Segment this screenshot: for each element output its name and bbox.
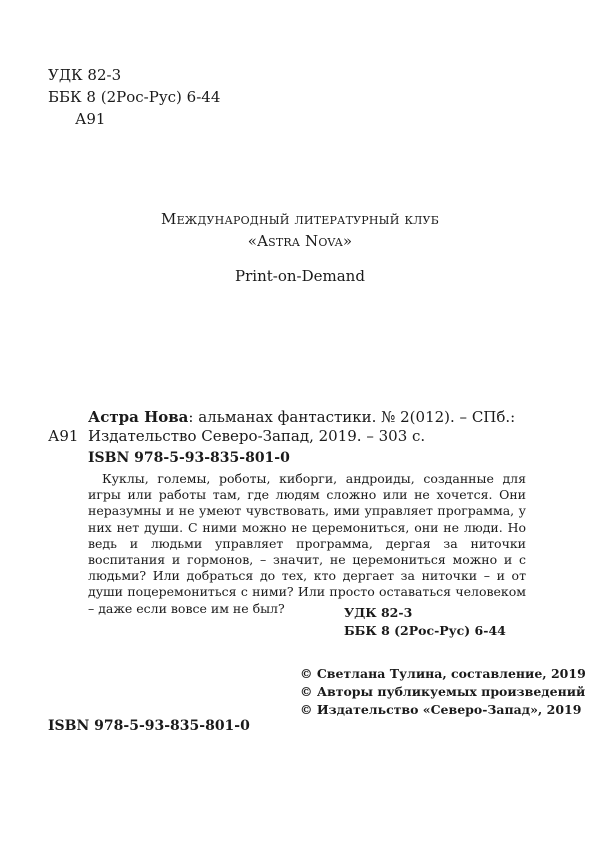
record-line-2: Издательство Северо-Запад, 2019. – 303 с. — [88, 427, 426, 445]
edition-label: Print-on-Demand — [235, 267, 365, 285]
udk-code: УДК 82-3 — [48, 66, 122, 84]
record-line-1-rest: : альманах фантастики. № 2(012). – СПб.: — [188, 408, 516, 426]
record-line-1 — [88, 408, 515, 427]
bottom-isbn: ISBN 978-5-93-835-801-0 — [48, 718, 250, 734]
copyright-line-3: © Издательство «Северо-Запад», 2019 — [300, 702, 582, 717]
bbk-code: ББК 8 (2Рос-Рус) 6-44 — [48, 88, 221, 106]
record-title: Астра Нова — [88, 408, 189, 426]
copyright-line-1: © Светлана Тулина, составление, 2019 — [300, 666, 586, 681]
index-bbk: ББК 8 (2Рос-Рус) 6-44 — [344, 623, 506, 638]
author-mark: А91 — [75, 110, 106, 128]
club-name: «Astra Nova» — [247, 232, 353, 250]
record-isbn: ISBN 978-5-93-835-801-0 — [88, 450, 290, 466]
annotation-paragraph: Куклы, големы, роботы, киборги, андроиды, созданные для игры или работы там, где людям сложно или не хочется. Они неразумны и не умеют чувствовать, ими управляет программа, у них нет души. С ними можно не церемониться, они не люди. Но ведь и людьми управляет программа, дергая за ниточки воспитания и гормонов, – значит, не церемониться можно и с людьми? Или добраться до тех, кто дергает за ниточки – и от души поцеремониться с ними? Или просто оставаться человеком – даже если вовсе им не был? — [88, 471, 526, 616]
index-udk: УДК 82-3 — [344, 605, 413, 620]
club-title: Международный литературный клуб — [161, 210, 439, 228]
record-mark: А91 — [48, 427, 79, 445]
copyright-line-2: © Авторы публикуемых произведений — [300, 684, 586, 699]
